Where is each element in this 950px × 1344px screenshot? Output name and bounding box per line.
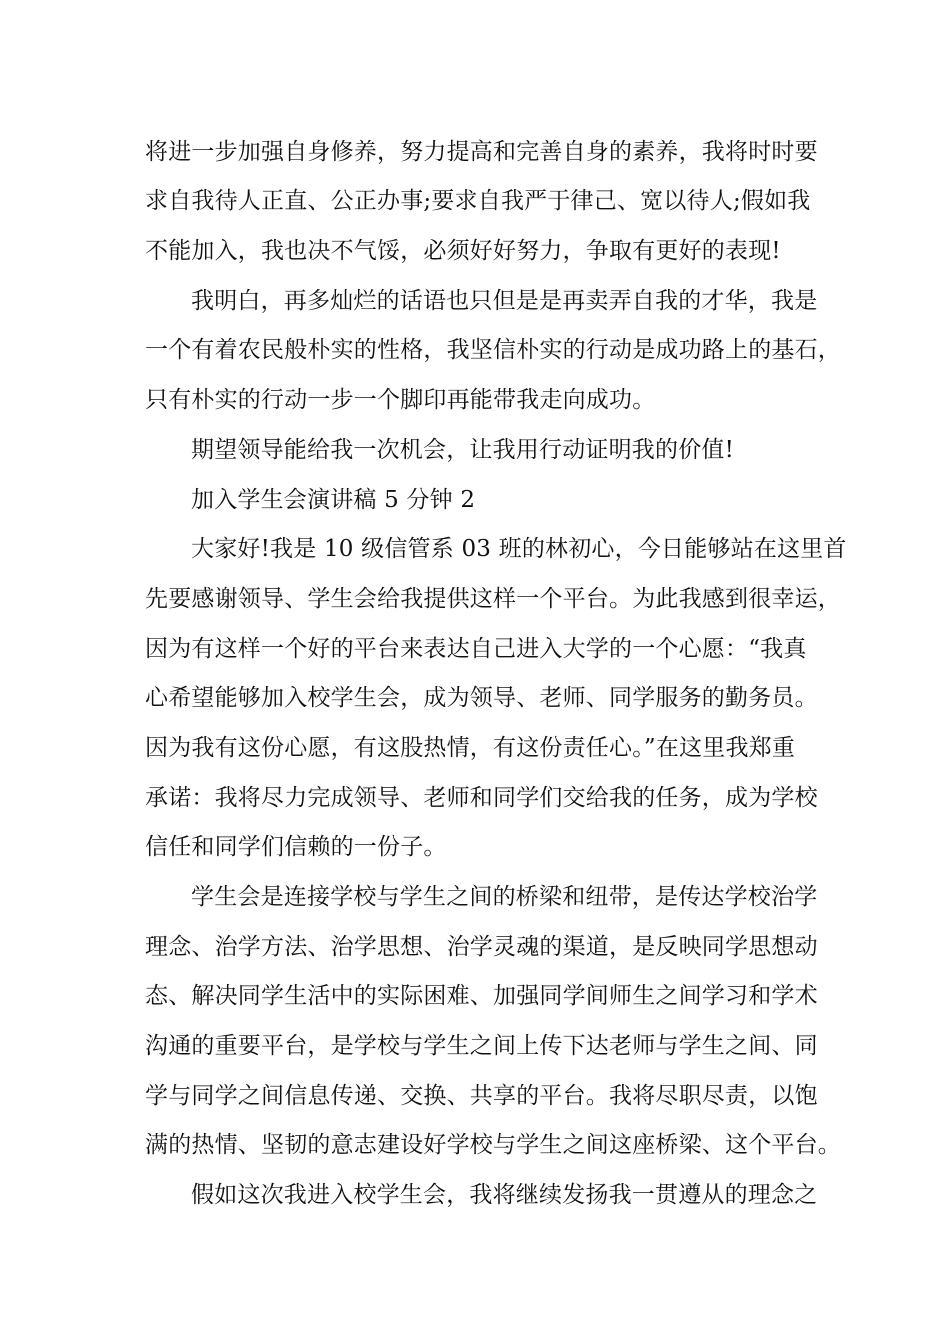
text-line: 承诺：我将尽力完成领导、老师和同学们交给我的任务，成为学校 <box>145 785 818 811</box>
text-line: 期望领导能给我一次机会，让我用行动证明我的价值! <box>191 437 735 463</box>
text-line: 因为有这样一个好的平台来表达自己进入大学的一个心愿：“我真 <box>145 636 807 662</box>
text-line: 态、解决同学生活中的实际困难、加强同学间师生之间学习和学术 <box>145 983 818 1009</box>
text-line: 我明白，再多灿烂的话语也只但是是再卖弄自我的才华，我是 <box>191 288 818 314</box>
text-line: 心希望能够加入校学生会，成为领导、老师、同学服务的勤务员。 <box>145 685 818 711</box>
text-line: 因为我有这份心愿，有这股热情，有这份责任心。”在这里我郑重 <box>145 735 796 761</box>
text-line: 大家好!我是 10 级信管系 03 班的林初心，今日能够站在这里首 <box>191 536 847 562</box>
text-line: 信任和同学们信赖的一份子。 <box>145 834 447 860</box>
text-line: 理念、治学方法、治学思想、治学灵魂的渠道，是反映同学思想动 <box>145 934 818 960</box>
text-line: 求自我待人正直、公正办事;要求自我严于律己、宽以待人;假如我 <box>145 188 811 214</box>
text-line: 学与同学之间信息传递、交换、共享的平台。我将尽职尽责，以饱 <box>145 1083 818 1109</box>
text-line: 满的热情、坚韧的意志建设好学校与学生之间这座桥梁、这个平台。 <box>145 1132 841 1158</box>
text-line: 先要感谢领导、学生会给我提供这样一个平台。为此我感到很幸运， <box>145 586 841 612</box>
text-line: 不能加入，我也决不气馁，必须好好努力，争取有更好的表现! <box>145 238 781 264</box>
text-line: 将进一步加强自身修养，努力提高和完善自身的素养，我将时时要 <box>145 139 818 165</box>
text-line: 一个有着农民般朴实的性格，我坚信朴实的行动是成功路上的基石， <box>145 337 841 363</box>
section-heading: 加入学生会演讲稿 5 分钟 2 <box>191 487 476 513</box>
text-line: 假如这次我进入校学生会，我将继续发扬我一贯遵从的理念之 <box>191 1182 818 1208</box>
text-line: 只有朴实的行动一步一个脚印再能带我走向成功。 <box>145 387 656 413</box>
text-line: 学生会是连接学校与学生之间的桥梁和纽带，是传达学校治学 <box>191 884 818 910</box>
text-line: 沟通的重要平台，是学校与学生之间上传下达老师与学生之间、同 <box>145 1033 818 1059</box>
